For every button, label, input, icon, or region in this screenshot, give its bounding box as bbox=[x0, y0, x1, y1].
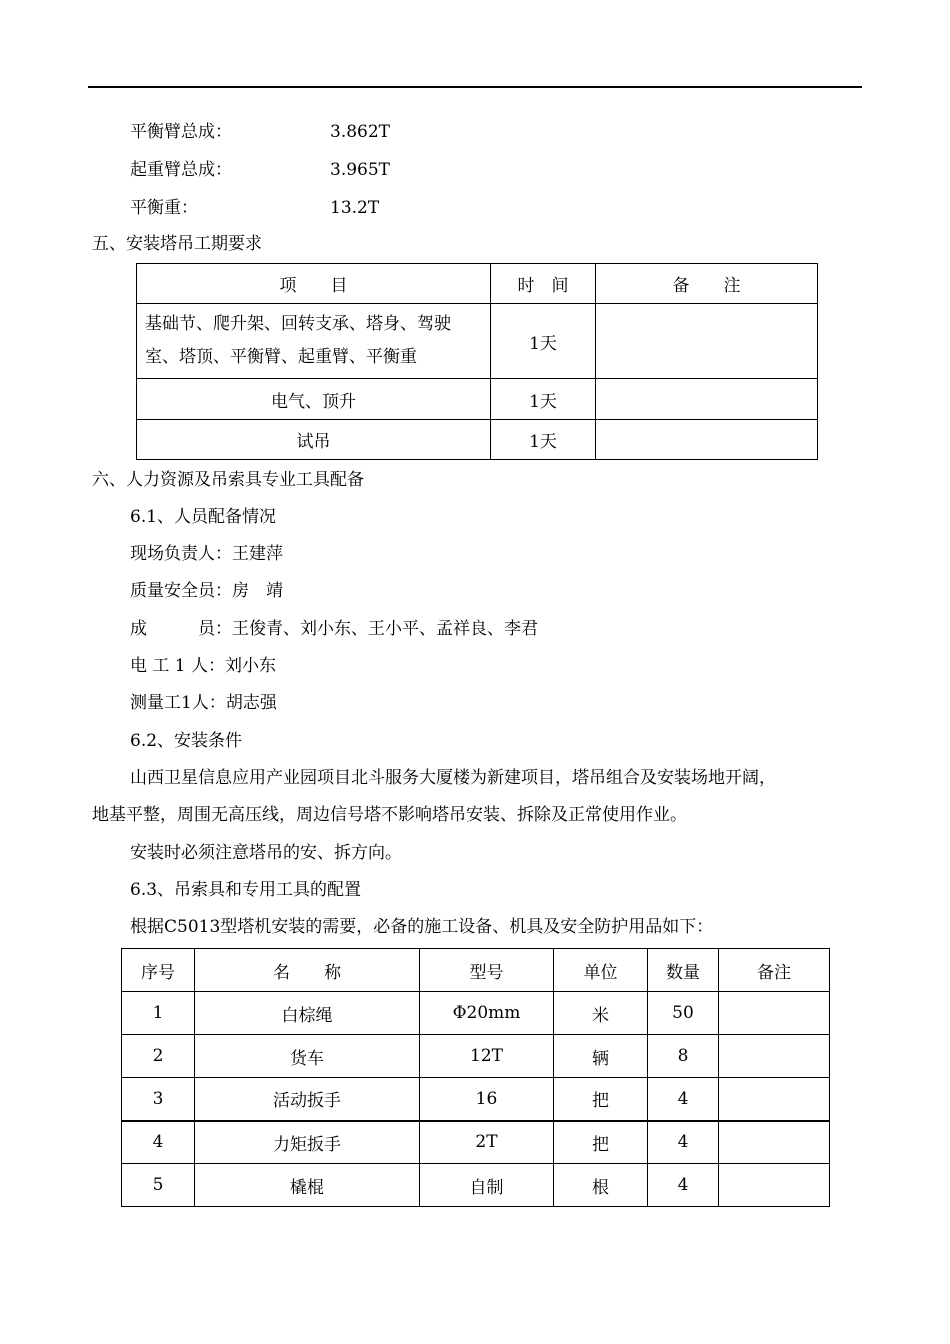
table-row bbox=[122, 1078, 830, 1121]
table-cell: 5 bbox=[122, 1164, 195, 1207]
paragraph: 根据C5013型塔机安装的需要，必备的施工设备、机具及安全防护用品如下： bbox=[130, 917, 714, 937]
header-cell: 序号 bbox=[122, 949, 195, 992]
table-cell: 1天 bbox=[491, 379, 596, 420]
subsection-heading: 6.3、吊索具和专用工具的配置 bbox=[130, 880, 362, 900]
table-cell: 活动扳手 bbox=[195, 1078, 420, 1121]
table-cell bbox=[719, 1121, 830, 1164]
table-cell: 把 bbox=[554, 1078, 648, 1121]
table-cell: 2T bbox=[420, 1121, 554, 1164]
table-cell: 1 bbox=[122, 992, 195, 1035]
table-cell: 试吊 bbox=[137, 420, 491, 460]
header-cell: 数量 bbox=[648, 949, 719, 992]
table-cell bbox=[719, 1035, 830, 1078]
weight-value: 13.2T bbox=[330, 198, 380, 218]
table-cell: 辆 bbox=[554, 1035, 648, 1078]
table-cell bbox=[719, 1164, 830, 1207]
table-row bbox=[122, 1164, 830, 1207]
staff-line: 质量安全员：房 靖 bbox=[130, 581, 283, 601]
table-cell: 根 bbox=[554, 1164, 648, 1207]
table-cell bbox=[719, 1078, 830, 1121]
table-cell: 3 bbox=[122, 1078, 195, 1121]
table-row bbox=[137, 379, 818, 420]
table-cell bbox=[596, 304, 818, 379]
staff-line: 测量工1人：胡志强 bbox=[130, 693, 277, 713]
table-cell: 4 bbox=[648, 1164, 719, 1207]
table-header-row bbox=[137, 264, 818, 304]
header-cell: 名 称 bbox=[195, 949, 420, 992]
table-row bbox=[137, 420, 818, 460]
table-cell: 1天 bbox=[491, 304, 596, 379]
table-cell: 1天 bbox=[491, 420, 596, 460]
section6-heading: 六、人力资源及吊索具专业工具配备 bbox=[92, 470, 364, 490]
table-cell: 2 bbox=[122, 1035, 195, 1078]
table-row bbox=[137, 304, 818, 379]
header-cell: 时 间 bbox=[491, 264, 596, 304]
table-cell bbox=[596, 379, 818, 420]
table-cell: 基础节、爬升架、回转支承、塔身、驾驶室、塔顶、平衡臂、起重臂、平衡重 bbox=[137, 304, 491, 379]
subsection-heading: 6.1、人员配备情况 bbox=[130, 507, 277, 527]
weight-label: 平衡重： bbox=[130, 198, 198, 218]
table-cell: 橇棍 bbox=[195, 1164, 420, 1207]
weight-value: 3.965T bbox=[330, 160, 391, 180]
table-cell: 12T bbox=[420, 1035, 554, 1078]
table-cell: 16 bbox=[420, 1078, 554, 1121]
table-cell: 米 bbox=[554, 992, 648, 1035]
table-header-row bbox=[122, 949, 830, 992]
subsection-heading: 6.2、安装条件 bbox=[130, 731, 243, 751]
table-cell: 货车 bbox=[195, 1035, 420, 1078]
table-cell: 电气、顶升 bbox=[137, 379, 491, 420]
table-row bbox=[122, 992, 830, 1035]
header-cell: 项 目 bbox=[137, 264, 491, 304]
paragraph-line: 地基平整，周围无高压线，周边信号塔不影响塔吊安装、拆除及正常使用作业。 bbox=[92, 805, 687, 825]
table-cell: 力矩扳手 bbox=[195, 1121, 420, 1164]
table-cell: 4 bbox=[122, 1121, 195, 1164]
header-cell: 备注 bbox=[719, 949, 830, 992]
header-cell: 备 注 bbox=[596, 264, 818, 304]
table-cell bbox=[719, 992, 830, 1035]
table-cell: 8 bbox=[648, 1035, 719, 1078]
table-row bbox=[122, 1035, 830, 1078]
tools-table bbox=[121, 948, 830, 1207]
table-cell: 4 bbox=[648, 1121, 719, 1164]
staff-line: 现场负责人：王建萍 bbox=[130, 544, 283, 564]
table-cell: 白棕绳 bbox=[195, 992, 420, 1035]
paragraph-line: 山西卫星信息应用产业园项目北斗服务大厦楼为新建项目，塔吊组合及安装场地开阔， bbox=[130, 768, 776, 788]
table-cell: 把 bbox=[554, 1121, 648, 1164]
table-cell: Φ20mm bbox=[420, 992, 554, 1035]
staff-line: 电 工 1 人：刘小东 bbox=[130, 656, 277, 676]
table-cell: 50 bbox=[648, 992, 719, 1035]
table-row bbox=[122, 1121, 830, 1164]
table-cell: 4 bbox=[648, 1078, 719, 1121]
paragraph: 安装时必须注意塔吊的安、拆方向。 bbox=[130, 843, 402, 863]
schedule-table bbox=[136, 263, 818, 460]
header-cell: 型号 bbox=[420, 949, 554, 992]
section5-heading: 五、安装塔吊工期要求 bbox=[92, 234, 262, 254]
staff-line: 成 员：王俊青、刘小东、王小平、孟祥良、李君 bbox=[130, 619, 538, 639]
header-rule bbox=[88, 86, 862, 88]
weight-label: 平衡臂总成： bbox=[130, 122, 232, 142]
header-cell: 单位 bbox=[554, 949, 648, 992]
weight-label: 起重臂总成： bbox=[130, 160, 232, 180]
weight-value: 3.862T bbox=[330, 122, 391, 142]
table-cell bbox=[596, 420, 818, 460]
table-cell: 自制 bbox=[420, 1164, 554, 1207]
